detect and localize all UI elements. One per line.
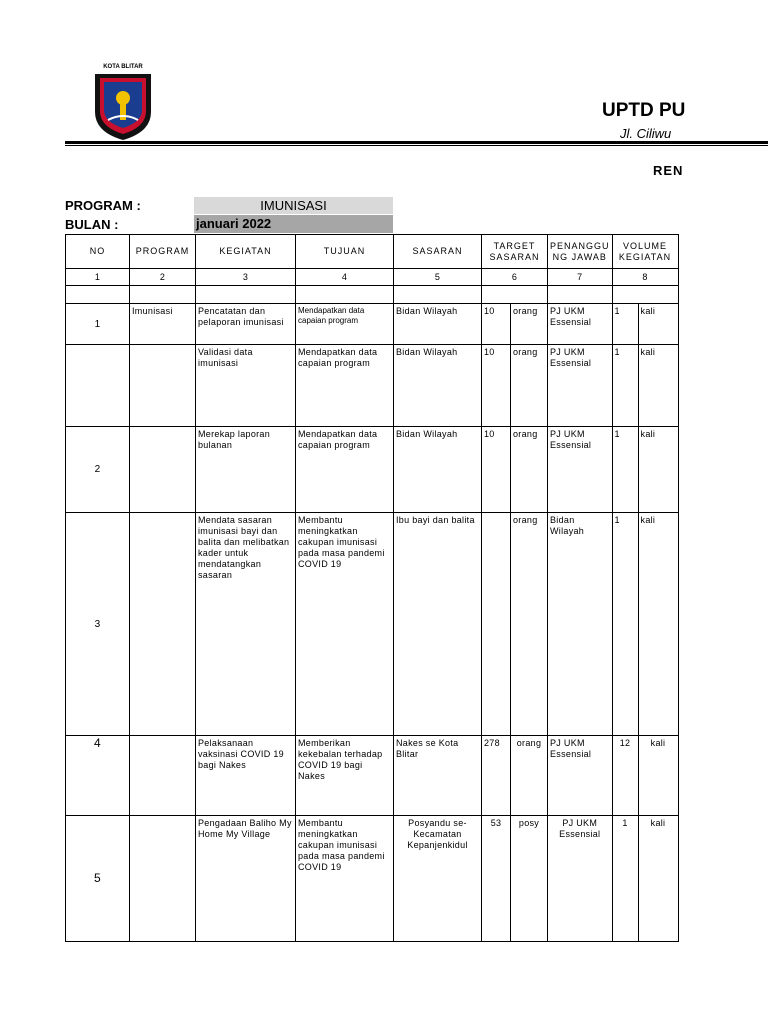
row-no: 5 — [66, 816, 130, 942]
row-sasaran: Bidan Wilayah — [394, 427, 482, 513]
row-pj: PJ UKM Essensial — [548, 736, 613, 816]
col-target: TARGET SASARAN — [482, 235, 548, 269]
number-row — [66, 269, 679, 286]
header-row — [66, 235, 679, 269]
col-number: 7 — [548, 269, 613, 286]
row-program: Imunisasi — [130, 304, 196, 345]
row-target-num: 53 — [482, 816, 511, 942]
col-no: NO — [66, 235, 130, 269]
col-number: 8 — [612, 269, 678, 286]
row-target-unit: orang — [511, 427, 548, 513]
row-vol-unit: kali — [638, 427, 678, 513]
row-no: 4 — [66, 736, 130, 816]
row-sasaran: Posyandu se-Kecamatan Kepanjenkidul — [394, 816, 482, 942]
row-tujuan: Mendapatkan data capaian program — [296, 427, 394, 513]
row-target-num: 10 — [482, 304, 511, 345]
row-sasaran: Bidan Wilayah — [394, 345, 482, 427]
program-label: PROGRAM : — [65, 198, 141, 213]
crest-icon — [90, 62, 156, 142]
row-vol-num: 1 — [612, 816, 638, 942]
row-program — [130, 345, 196, 427]
row-tujuan: Mendapatkan data capaian program — [296, 345, 394, 427]
col-number: 6 — [482, 269, 548, 286]
row-kegiatan: Pencatatan dan pelaporan imunisasi — [196, 304, 296, 345]
table-row — [66, 304, 679, 345]
row-kegiatan: Pengadaan Baliho My Home My Village — [196, 816, 296, 942]
row-kegiatan: Validasi data imunisasi — [196, 345, 296, 427]
row-target-num: 10 — [482, 345, 511, 427]
row-tujuan: Membantu meningkatkan cakupan imunisasi pada masa pandemi COVID 19 — [296, 513, 394, 736]
row-pj: PJ UKM Essensial — [548, 304, 613, 345]
row-vol-unit: kali — [638, 345, 678, 427]
col-volume: VOLUME KEGIATAN — [612, 235, 678, 269]
row-no — [66, 345, 130, 427]
table-row — [66, 816, 679, 942]
row-pj: PJ UKM Essensial — [548, 345, 613, 427]
row-program — [130, 427, 196, 513]
row-vol-num: 1 — [612, 304, 638, 345]
col-number: 4 — [296, 269, 394, 286]
row-tujuan: Membantu meningkatkan cakupan imunisasi pada masa pandemi COVID 19 — [296, 816, 394, 942]
program-value: IMUNISASI — [194, 197, 393, 214]
row-sasaran: Nakes se Kota Blitar — [394, 736, 482, 816]
row-target-num — [482, 513, 511, 736]
bulan-value: januari 2022 — [194, 215, 393, 233]
bulan-label: BULAN : — [65, 217, 119, 232]
row-target-unit: orang — [511, 345, 548, 427]
col-number: 1 — [66, 269, 130, 286]
row-vol-unit: kali — [638, 816, 678, 942]
row-vol-unit: kali — [638, 304, 678, 345]
row-vol-num: 1 — [612, 345, 638, 427]
row-program — [130, 736, 196, 816]
spacer-row — [66, 286, 679, 304]
table-row — [66, 345, 679, 427]
row-target-unit: posy — [511, 816, 548, 942]
row-vol-num: 1 — [612, 427, 638, 513]
row-vol-num: 1 — [612, 513, 638, 736]
row-tujuan: Memberikan kekebalan terhadap COVID 19 bagi Nakes — [296, 736, 394, 816]
header-divider — [65, 141, 768, 144]
header-title: UPTD PU — [602, 100, 686, 121]
row-target-num: 10 — [482, 427, 511, 513]
row-vol-unit: kali — [638, 513, 678, 736]
row-pj: PJ UKM Essensial — [548, 816, 613, 942]
col-pj: PENANGGU NG JAWAB — [548, 235, 613, 269]
col-kegiatan: KEGIATAN — [196, 235, 296, 269]
row-pj: Bidan Wilayah — [548, 513, 613, 736]
col-number: 5 — [394, 269, 482, 286]
header-divider-thin — [65, 145, 768, 146]
logo-text: KOTA BLITAR — [103, 64, 143, 70]
row-target-unit: orang — [511, 304, 548, 345]
row-kegiatan: Pelaksanaan vaksinasi COVID 19 bagi Nakes — [196, 736, 296, 816]
row-kegiatan: Mendata sasaran imunisasi bayi dan balita dan melibatkan kader untuk mendatangkan sasaran — [196, 513, 296, 736]
document-title: REN — [653, 163, 684, 178]
row-program — [130, 513, 196, 736]
row-target-num: 278 — [482, 736, 511, 816]
row-vol-num: 12 — [612, 736, 638, 816]
row-no: 1 — [66, 304, 130, 345]
table-row — [66, 427, 679, 513]
col-tujuan: TUJUAN — [296, 235, 394, 269]
row-target-unit: orang — [511, 513, 548, 736]
row-kegiatan: Merekap laporan bulanan — [196, 427, 296, 513]
col-sasaran: SASARAN — [394, 235, 482, 269]
row-no: 3 — [66, 513, 130, 736]
row-program — [130, 816, 196, 942]
header-address: Jl. Ciliwu — [620, 126, 672, 141]
row-sasaran: Ibu bayi dan balita — [394, 513, 482, 736]
row-pj: PJ UKM Essensial — [548, 427, 613, 513]
row-no: 2 — [66, 427, 130, 513]
col-program: PROGRAM — [130, 235, 196, 269]
row-target-unit: orang — [511, 736, 548, 816]
row-sasaran: Bidan Wilayah — [394, 304, 482, 345]
col-number: 2 — [130, 269, 196, 286]
table-row — [66, 736, 679, 816]
col-number: 3 — [196, 269, 296, 286]
activity-table — [65, 234, 679, 942]
row-vol-unit: kali — [638, 736, 678, 816]
kota-blitar-logo — [90, 62, 156, 142]
table-row — [66, 513, 679, 736]
row-tujuan: Mendapatkan data capaian program — [296, 304, 394, 345]
